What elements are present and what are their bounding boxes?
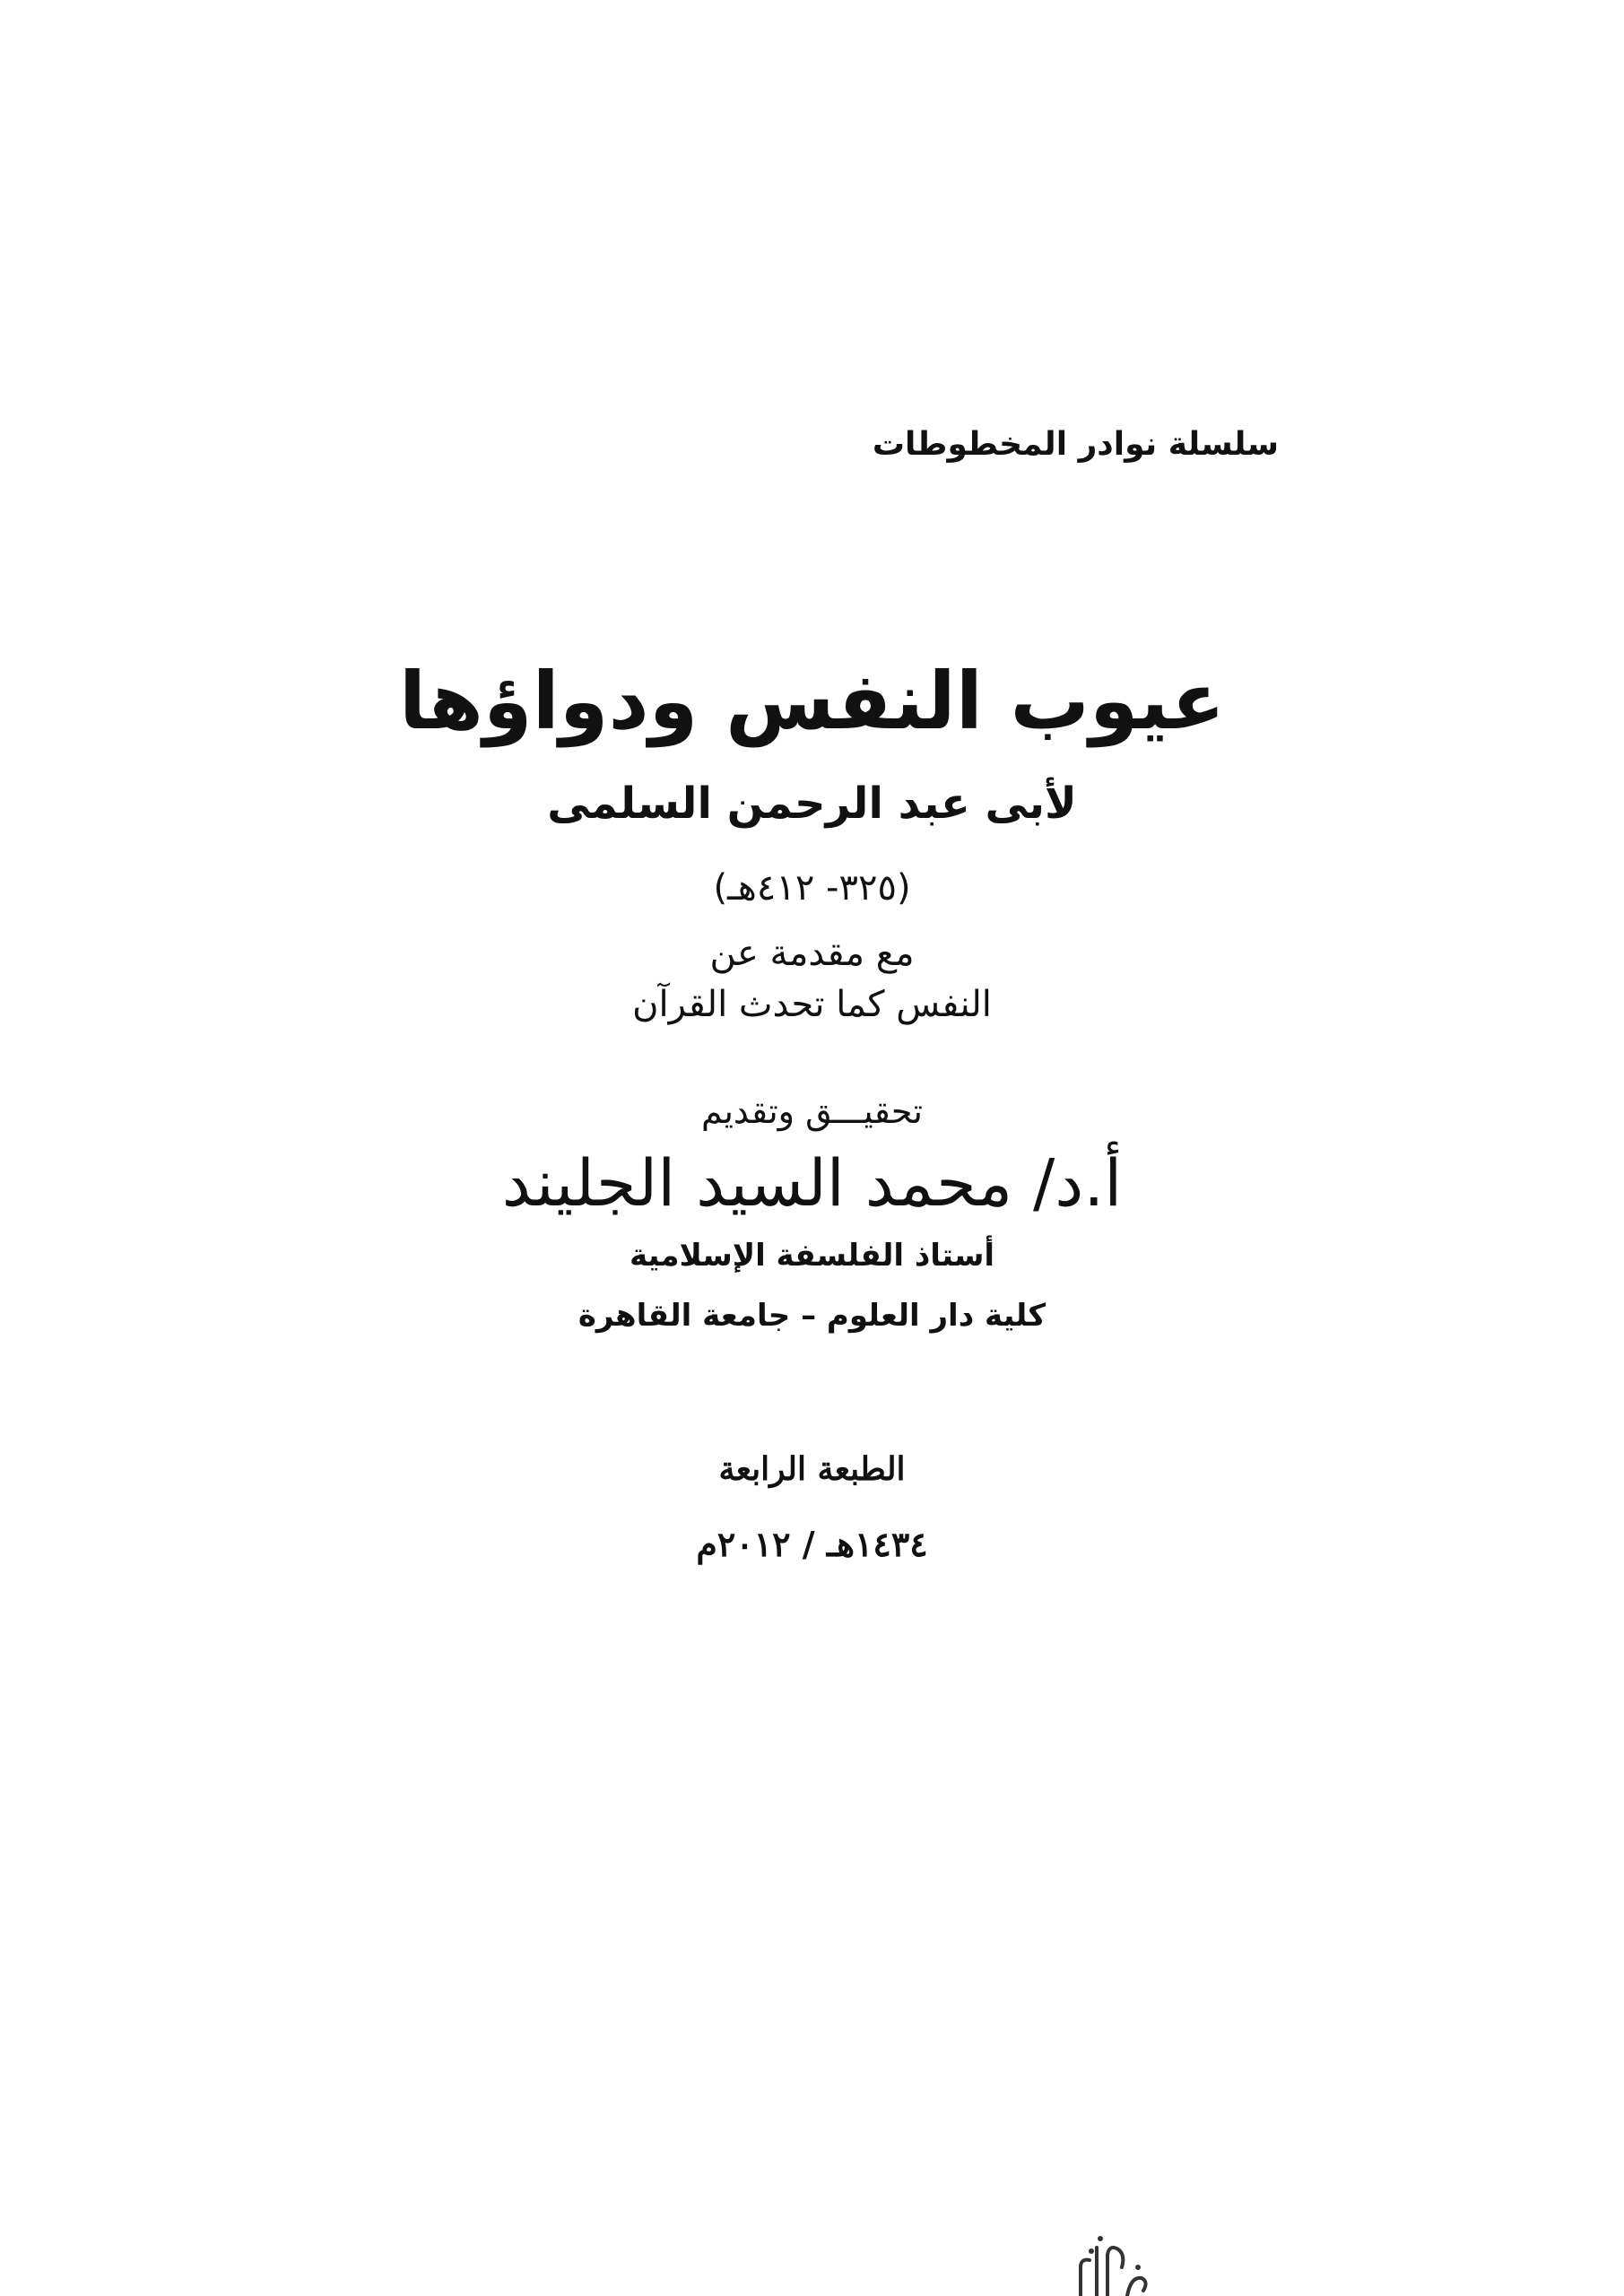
series-name: سلسلة نوادر المخطوطات — [872, 426, 1279, 463]
introduction-line-2: النفس كما تحدث القرآن — [632, 984, 992, 1025]
author-dates: (٣٢٥- ٤١٢هـ) — [713, 867, 911, 909]
editor-institution: كلية دار العلوم – جامعة القاهرة — [578, 1298, 1046, 1334]
edition-year: ١٤٣٤هـ / ٢٠١٢م — [696, 1524, 928, 1564]
editor-name: أ.د/ محمد السيد الجليند — [501, 1145, 1123, 1221]
editing-label: تحقيـــق وتقديم — [701, 1091, 923, 1131]
stamp-mark — [1072, 2231, 1152, 2296]
book-title: عيوب النفس ودواؤها — [398, 655, 1226, 747]
introduction-line-1: مع مقدمة عن — [709, 933, 915, 974]
edition-label: الطبعة الرابعة — [718, 1450, 906, 1488]
editor-position: أستاذ الفلسفة الإسلامية — [629, 1238, 995, 1274]
book-author: لأبى عبد الرحمن السلمى — [547, 778, 1077, 829]
